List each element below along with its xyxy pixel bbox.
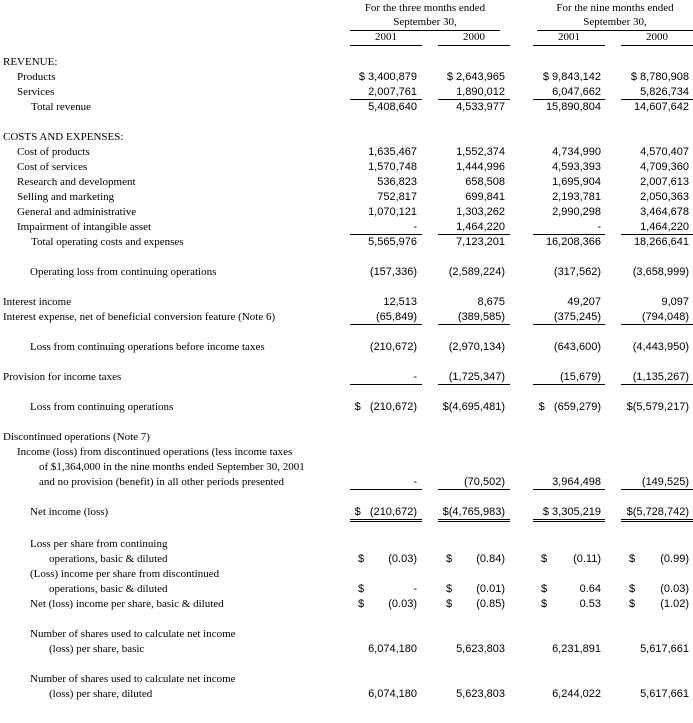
year-rule	[438, 45, 510, 46]
value-cell: -	[597, 221, 601, 233]
value-cell: 6,231,891	[552, 643, 601, 655]
value-cell: (389,585)	[457, 311, 505, 323]
row-label: Cost of products	[17, 146, 90, 158]
value-cell: 0.53	[579, 598, 601, 610]
value-cell: (70,502)	[464, 476, 505, 488]
value-cell: (794,048)	[641, 311, 689, 323]
table-row	[0, 70, 693, 85]
value-cell: (0.99)	[660, 553, 689, 565]
value-cell: 5,565,976	[368, 236, 417, 248]
value-cell: 1,444,996	[456, 161, 505, 173]
value-cell: 699,841	[465, 191, 505, 203]
row-label: Loss per share from continuing	[30, 538, 168, 550]
value-cell: 5,623,803	[456, 688, 505, 700]
row-label: operations, basic & diluted	[49, 553, 168, 565]
value-cell: $(5,579,217)	[626, 401, 689, 413]
row-label: Operating loss from continuing operations	[30, 266, 217, 278]
value-cell: 1,570,748	[368, 161, 417, 173]
dollar-sign: $	[629, 553, 636, 565]
value-cell: 1,070,121	[368, 206, 417, 218]
value-cell: $(4,765,983)	[442, 506, 505, 518]
value-cell: 5,826,734	[640, 86, 689, 98]
value-cell: 1,464,220	[640, 221, 689, 233]
value-cell: -	[413, 583, 417, 595]
value-cell: (643,600)	[553, 341, 601, 353]
value-cell: 6,244,022	[552, 688, 601, 700]
value-cell: 2,050,363	[640, 191, 689, 203]
dollar-sign: $	[446, 598, 453, 610]
value-cell: 752,817	[377, 191, 417, 203]
row-label: Net (loss) income per share, basic & diluted	[30, 598, 224, 610]
row-label: Research and development	[17, 176, 136, 188]
value-cell: (149,525)	[641, 476, 689, 488]
row-label: Net income (loss)	[30, 506, 109, 518]
value-cell: -	[413, 371, 417, 383]
value-cell: 1,695,904	[552, 176, 601, 188]
dollar-sign: $	[629, 583, 636, 595]
value-cell: 12,513	[383, 296, 417, 308]
value-cell: 16,208,366	[545, 236, 601, 248]
underline	[621, 489, 693, 490]
value-cell: 2,007,613	[640, 176, 689, 188]
header-nine-months-line1: For the nine months ended	[556, 2, 674, 14]
value-cell: 1,552,374	[456, 146, 505, 158]
dollar-sign: $	[629, 598, 636, 610]
underline	[350, 384, 422, 385]
value-cell: (0.03)	[660, 583, 689, 595]
value-cell: 4,709,360	[640, 161, 689, 173]
table-row	[0, 130, 693, 145]
value-cell: 4,533,977	[456, 101, 505, 113]
underline	[438, 324, 510, 325]
table-row	[0, 460, 693, 475]
underline	[533, 384, 605, 385]
row-label: COSTS AND EXPENSES:	[3, 131, 124, 143]
table-row	[0, 55, 693, 70]
underline	[533, 324, 605, 325]
value-cell: 4,593,393	[552, 161, 601, 173]
value-cell: (0.85)	[476, 598, 505, 610]
dollar-sign: $	[541, 598, 548, 610]
table-row	[0, 537, 693, 552]
table-row	[0, 160, 693, 175]
value-cell: (0.03)	[388, 598, 417, 610]
value-cell: (375,245)	[553, 311, 601, 323]
table-row	[0, 430, 693, 445]
header-three-months-line2: September 30,	[393, 16, 457, 28]
row-label: Cost of services	[17, 161, 88, 173]
row-label: Discontinued operations (Note 7)	[3, 431, 150, 443]
double-underline	[438, 519, 510, 522]
table-row	[0, 205, 693, 220]
value-cell: $ 8,780,908	[630, 71, 689, 83]
row-label: (Loss) income per share from discontinued	[30, 568, 220, 580]
value-cell: (0.84)	[476, 553, 505, 565]
value-cell: 1,464,220	[456, 221, 505, 233]
value-cell: (1.02)	[660, 598, 689, 610]
value-cell: $ (210,672)	[354, 506, 417, 518]
value-cell: (3,658,999)	[632, 266, 689, 278]
value-cell: $ (210,672)	[354, 401, 417, 413]
value-cell: 5,408,640	[368, 101, 417, 113]
dollar-sign: $	[358, 553, 365, 565]
row-label: and no provision (benefit) in all other periods presented	[39, 476, 284, 488]
value-cell: (2,970,134)	[448, 341, 505, 353]
value-cell: 5,617,661	[640, 688, 689, 700]
value-cell: 1,890,012	[456, 86, 505, 98]
row-label: Total revenue	[31, 101, 92, 113]
table-row	[0, 672, 693, 687]
dollar-sign: $	[358, 598, 365, 610]
value-cell: $(4,695,481)	[442, 401, 505, 413]
row-label: (loss) per share, diluted	[49, 688, 153, 700]
table-row	[0, 340, 693, 355]
table-row	[0, 687, 693, 702]
row-label: Number of shares used to calculate net income	[30, 673, 236, 685]
value-cell: 7,123,201	[456, 236, 505, 248]
value-cell: (1,135,267)	[632, 371, 689, 383]
value-cell: 4,734,990	[552, 146, 601, 158]
value-cell: -	[413, 476, 417, 488]
table-row	[0, 582, 693, 597]
row-label: General and administrative	[17, 206, 137, 218]
underline	[621, 384, 693, 385]
table-row	[0, 400, 693, 415]
value-cell: 658,508	[465, 176, 505, 188]
year-rule	[350, 45, 422, 46]
value-cell: 49,207	[567, 296, 601, 308]
value-cell: $(5,728,742)	[626, 506, 689, 518]
double-underline	[621, 519, 693, 522]
underline	[621, 324, 693, 325]
row-label: Loss from continuing operations	[30, 401, 174, 413]
table-row	[0, 145, 693, 160]
value-cell: -	[413, 221, 417, 233]
table-row	[0, 85, 693, 100]
row-label: Income (loss) from discontinued operations (less income taxes	[17, 446, 293, 458]
header-three-months	[350, 2, 500, 28]
header-three-months-line1: For the three months ended	[364, 2, 486, 14]
row-label: Products	[17, 71, 56, 83]
row-label: Total operating costs and expenses	[31, 236, 184, 248]
table-row	[0, 597, 693, 612]
year-header: 2001	[375, 31, 397, 43]
value-cell: 5,623,803	[456, 643, 505, 655]
row-label: Loss from continuing operations before income taxes	[30, 341, 265, 353]
underline	[350, 489, 422, 490]
row-label: Selling and marketing	[17, 191, 115, 203]
year-header: 2000	[646, 31, 668, 43]
table-row	[0, 567, 693, 582]
value-cell: $ 3,400,879	[358, 71, 417, 83]
value-cell: (0.03)	[388, 553, 417, 565]
value-cell: 18,266,641	[633, 236, 689, 248]
underline	[350, 324, 422, 325]
value-cell: 6,047,662	[552, 86, 601, 98]
value-cell: 2,990,298	[552, 206, 601, 218]
table-row	[0, 235, 693, 250]
value-cell: 1,635,467	[368, 146, 417, 158]
row-label: operations, basic & diluted	[49, 583, 168, 595]
table-row	[0, 370, 693, 385]
value-cell: 15,890,804	[545, 101, 601, 113]
value-cell: 8,675	[477, 296, 505, 308]
value-cell: 5,617,661	[640, 643, 689, 655]
year-rule	[533, 45, 605, 46]
table-row	[0, 190, 693, 205]
value-cell: 2,007,761	[368, 86, 417, 98]
dollar-sign: $	[358, 583, 365, 595]
header-nine-months-line2: September 30,	[583, 16, 647, 28]
year-rule	[621, 45, 693, 46]
row-label: Services	[17, 86, 55, 98]
row-label: Interest income	[3, 296, 72, 308]
value-cell: 14,607,642	[633, 101, 689, 113]
row-label: (loss) per share, basic	[49, 643, 145, 655]
table-row	[0, 265, 693, 280]
value-cell: (0.11)	[573, 553, 601, 565]
header-nine-months	[537, 2, 693, 28]
value-cell: (317,562)	[553, 266, 601, 278]
value-cell: 536,823	[377, 176, 417, 188]
year-header: 2001	[558, 31, 580, 43]
value-cell: (4,443,950)	[632, 341, 689, 353]
value-cell: $ (659,279)	[538, 401, 601, 413]
row-label: Impairment of intangible asset	[17, 221, 152, 233]
value-cell: 3,464,678	[640, 206, 689, 218]
underline	[533, 489, 605, 490]
value-cell: (210,672)	[369, 341, 417, 353]
value-cell: 3,964,498	[552, 476, 601, 488]
value-cell: (65,849)	[376, 311, 417, 323]
table-row	[0, 445, 693, 460]
table-row	[0, 295, 693, 310]
value-cell: 0.64	[579, 583, 601, 595]
value-cell: 2,193,781	[552, 191, 601, 203]
value-cell: $ 2,643,965	[446, 71, 505, 83]
dollar-sign: $	[446, 583, 453, 595]
value-cell: (15,679)	[560, 371, 601, 383]
dollar-sign: $	[541, 553, 548, 565]
table-row	[0, 627, 693, 642]
row-label: REVENUE:	[3, 56, 58, 68]
table-row	[0, 642, 693, 657]
underline	[438, 489, 510, 490]
value-cell: $ 3,305,219	[542, 506, 601, 518]
double-underline	[533, 519, 605, 522]
double-underline	[350, 519, 422, 522]
value-cell: 6,074,180	[368, 688, 417, 700]
table-row	[0, 100, 693, 115]
row-label: Number of shares used to calculate net income	[30, 628, 236, 640]
table-row	[0, 175, 693, 190]
table-row	[0, 552, 693, 567]
year-header: 2000	[463, 31, 485, 43]
underline	[438, 384, 510, 385]
table-row	[0, 505, 693, 520]
table-row	[0, 310, 693, 325]
row-label: Interest expense, net of beneficial conversion feature (Note 6)	[3, 311, 276, 323]
value-cell: (1,725,347)	[448, 371, 505, 383]
value-cell: 1,303,262	[456, 206, 505, 218]
value-cell: (2,589,224)	[448, 266, 505, 278]
value-cell: $ 9,843,142	[542, 71, 601, 83]
value-cell: 4,570,407	[640, 146, 689, 158]
value-cell: (157,336)	[369, 266, 417, 278]
table-row	[0, 220, 693, 235]
dollar-sign: $	[446, 553, 453, 565]
value-cell: (0.01)	[476, 583, 505, 595]
table-row	[0, 475, 693, 490]
value-cell: 6,074,180	[368, 643, 417, 655]
dollar-sign: $	[541, 583, 548, 595]
row-label: Provision for income taxes	[3, 371, 122, 383]
value-cell: 9,097	[661, 296, 689, 308]
row-label: of $1,364,000 in the nine months ended September 30, 2001	[39, 461, 305, 473]
